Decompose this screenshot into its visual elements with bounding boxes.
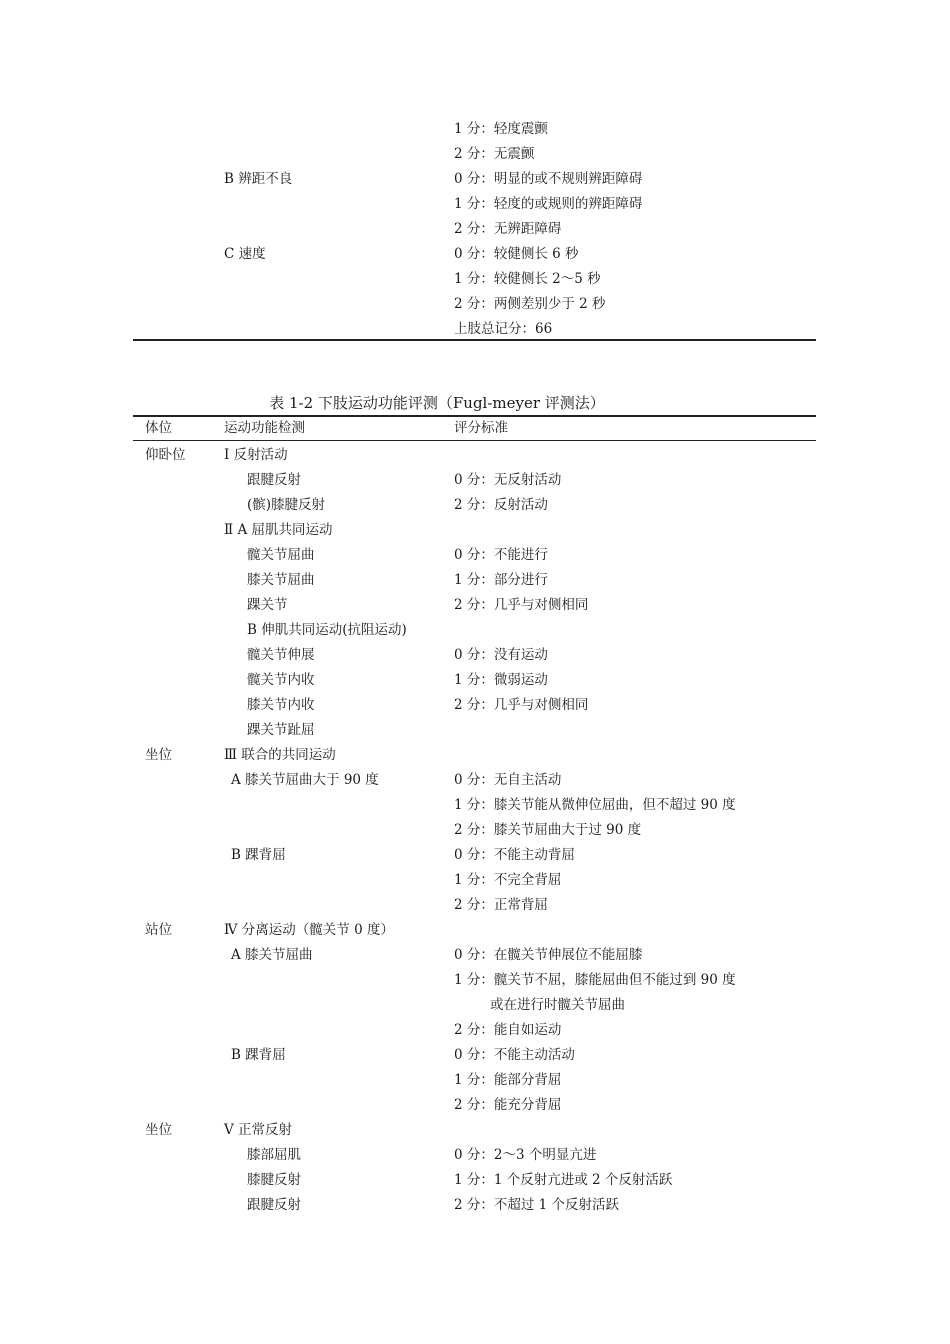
table-row xyxy=(0,618,950,643)
test-cell: Ⅲ 联合的共同运动 xyxy=(224,747,336,763)
table-row xyxy=(0,1043,950,1068)
position-cell: 仰卧位 xyxy=(145,447,186,463)
score-cell: 0 分：较健侧长 6 秒 xyxy=(454,246,579,262)
table-row xyxy=(0,1093,950,1118)
score-cell: 2 分：无辨距障碍 xyxy=(454,221,562,237)
table-row xyxy=(0,968,950,993)
score-cell-continued: 或在进行时髋关节屈曲 xyxy=(490,997,625,1013)
score-cell: 2 分：两侧差别少于 2 秒 xyxy=(454,296,606,312)
score-cell: 1 分：髋关节不屈，膝能屈曲但不能过到 90 度 xyxy=(454,972,736,988)
table-row xyxy=(0,668,950,693)
table-row xyxy=(0,1068,950,1093)
table-row xyxy=(0,167,950,192)
score-cell: 2 分：正常背屈 xyxy=(454,897,548,913)
score-cell: 0 分：无自主活动 xyxy=(454,772,562,788)
table-row xyxy=(0,868,950,893)
score-cell: 0 分：没有运动 xyxy=(454,647,548,663)
table-row xyxy=(0,468,950,493)
table-row xyxy=(0,192,950,217)
table-row xyxy=(0,593,950,618)
table-row xyxy=(0,918,950,943)
score-cell: 2 分：不超过 1 个反射活跃 xyxy=(454,1197,620,1213)
table-row xyxy=(0,843,950,868)
score-cell: 2 分：能充分背屈 xyxy=(454,1097,562,1113)
score-cell: 0 分：明显的或不规则辨距障碍 xyxy=(454,171,643,187)
score-cell: 1 分：轻度震颤 xyxy=(454,121,548,137)
table-row xyxy=(0,718,950,743)
test-cell: A 膝关节屈曲大于 90 度 xyxy=(231,772,379,788)
table-row xyxy=(0,1018,950,1043)
table-row xyxy=(0,743,950,768)
position-cell: 坐位 xyxy=(145,1122,172,1138)
test-cell: 踝关节 xyxy=(247,597,288,613)
item-cell: C 速度 xyxy=(224,246,266,262)
table-row xyxy=(0,493,950,518)
total-score-cell: 上肢总记分：66 xyxy=(454,321,553,337)
table-row xyxy=(0,543,950,568)
table-bottom-rule xyxy=(133,339,816,341)
table-caption xyxy=(0,391,950,415)
test-cell: 跟腱反射 xyxy=(247,1197,301,1213)
test-cell: 跟腱反射 xyxy=(247,472,301,488)
position-cell: 站位 xyxy=(145,922,172,938)
score-cell: 2 分：几乎与对侧相同 xyxy=(454,597,589,613)
table-row xyxy=(0,117,950,142)
score-cell: 0 分：在髋关节伸展位不能屈膝 xyxy=(454,947,643,963)
table-row xyxy=(0,518,950,543)
table-row xyxy=(0,768,950,793)
table-row xyxy=(0,893,950,918)
test-cell: Ⅰ 反射活动 xyxy=(224,447,288,463)
test-cell: 髋关节内收 xyxy=(247,672,315,688)
table-header-row xyxy=(0,417,950,440)
test-cell: 膝部屈肌 xyxy=(247,1147,301,1163)
test-cell: 膝关节屈曲 xyxy=(247,572,315,588)
test-cell: 髋关节屈曲 xyxy=(247,547,315,563)
table-row xyxy=(0,443,950,468)
score-cell: 1 分：轻度的或规则的辨距障碍 xyxy=(454,196,643,212)
score-cell: 1 分：微弱运动 xyxy=(454,672,548,688)
score-cell: 0 分：不能进行 xyxy=(454,547,548,563)
table-row xyxy=(0,568,950,593)
score-cell: 0 分：2～3 个明显亢进 xyxy=(454,1147,597,1163)
score-cell: 2 分：几乎与对侧相同 xyxy=(454,697,589,713)
score-cell: 0 分：无反射活动 xyxy=(454,472,562,488)
test-cell: Ⅱ A 屈肌共同运动 xyxy=(224,522,333,538)
score-cell: 1 分：膝关节能从微伸位屈曲，但不超过 90 度 xyxy=(454,797,736,813)
score-cell: 1 分：能部分背屈 xyxy=(454,1072,562,1088)
header-criteria: 评分标准 xyxy=(454,420,508,436)
position-cell: 坐位 xyxy=(145,747,172,763)
test-cell: Ⅴ 正常反射 xyxy=(224,1122,293,1138)
test-cell: 膝关节内收 xyxy=(247,697,315,713)
table-row xyxy=(0,217,950,242)
test-cell: 膝腱反射 xyxy=(247,1172,301,1188)
test-cell: B 踝背屈 xyxy=(231,847,286,863)
score-cell: 1 分：较健侧长 2～5 秒 xyxy=(454,271,601,287)
table-row xyxy=(0,693,950,718)
score-cell: 2 分：能自如运动 xyxy=(454,1022,562,1038)
table-row xyxy=(0,818,950,843)
table-row xyxy=(0,1168,950,1193)
table-caption-text: 表 1-2 下肢运动功能评测（Fugl-meyer 评测法） xyxy=(269,394,605,412)
header-position: 体位 xyxy=(145,420,172,436)
item-cell: B 辨距不良 xyxy=(224,171,293,187)
test-cell: 踝关节趾屈 xyxy=(247,722,315,738)
table-row xyxy=(0,267,950,292)
table-row xyxy=(0,793,950,818)
test-cell: A 膝关节屈曲 xyxy=(231,947,313,963)
header-test: 运动功能检测 xyxy=(224,420,305,436)
table-row xyxy=(0,943,950,968)
table-header-rule xyxy=(133,440,816,441)
score-cell: 2 分：膝关节屈曲大于过 90 度 xyxy=(454,822,642,838)
table-row xyxy=(0,643,950,668)
table-row xyxy=(0,142,950,167)
table-row xyxy=(0,292,950,317)
score-cell: 0 分：不能主动背屈 xyxy=(454,847,575,863)
score-cell: 0 分：不能主动活动 xyxy=(454,1047,575,1063)
score-cell: 1 分：部分进行 xyxy=(454,572,548,588)
test-cell: (髌)膝腱反射 xyxy=(247,497,326,513)
test-cell: B 伸肌共同运动(抗阻运动) xyxy=(247,622,407,638)
table-row xyxy=(0,1143,950,1168)
test-cell: B 踝背屈 xyxy=(231,1047,286,1063)
test-cell: 髋关节伸展 xyxy=(247,647,315,663)
test-cell: Ⅳ 分离运动（髋关节 0 度） xyxy=(224,922,394,938)
score-cell: 1 分：1 个反射亢进或 2 个反射活跃 xyxy=(454,1172,673,1188)
score-cell: 2 分：无震颤 xyxy=(454,146,535,162)
table-row xyxy=(0,242,950,267)
score-cell: 2 分：反射活动 xyxy=(454,497,548,513)
table-row xyxy=(0,993,950,1018)
table-row xyxy=(0,1118,950,1143)
table-row xyxy=(0,1193,950,1218)
score-cell: 1 分：不完全背屈 xyxy=(454,872,562,888)
